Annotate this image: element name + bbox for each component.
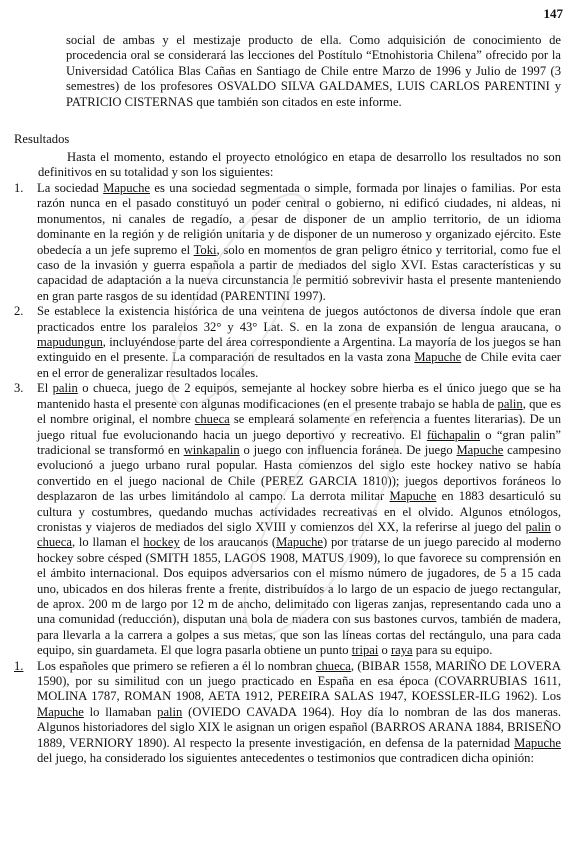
result-item-number: 3. bbox=[14, 381, 24, 396]
underlined-term: winkapalin bbox=[183, 442, 240, 457]
intro-segment: que también son citados en este informe. bbox=[193, 94, 402, 109]
underlined-term: mapudungun bbox=[37, 335, 103, 350]
intro-segment: y bbox=[549, 79, 561, 94]
result-item-number: 1. bbox=[14, 658, 24, 673]
underlined-term: palin bbox=[52, 381, 78, 396]
result-item-text: es una sociedad segmentada o simple, formada por linajes o familias. Por esta razón nunca en el pasado constituyó un poder central o gobierno, ni edificó ciudades, ni aldeas, ni monumentos, ni canales de regadío, a pesar de disponer de un amplio territorio, de un idioma dominante en la región y de religión unitaria y de disponer de un numeroso y organizado ejército. Este obedecía a un jefe supremo el bbox=[37, 181, 562, 257]
underlined-term: hockey bbox=[143, 535, 180, 550]
underlined-term: raya bbox=[390, 643, 413, 658]
intro-segment: OSVALDO SILVA GALDAMES, LUIS CARLOS PARENTINI bbox=[217, 79, 550, 94]
results-list bbox=[0, 181, 575, 766]
result-item-text: o bbox=[378, 643, 391, 658]
result-item-text: lo llamaban bbox=[83, 704, 158, 719]
result-item-text: , que es el nombre original, el nombre bbox=[37, 396, 561, 427]
intro-segment: social de ambas y el mestizaje producto de ella. Como adquisición de conocimiento de procedencia oral se considerará las lecciones del Postítulo “Etnohistoria Chilena” ofrecido por la Universidad Católica Blas Cañas en Santiago de Chile entre Marzo de 1996 y Julio de 1997 (3 semestres) de los profesores bbox=[66, 33, 561, 94]
underlined-term: Mapuche bbox=[103, 181, 150, 195]
section-heading: Resultados bbox=[14, 132, 70, 146]
underlined-term: palin bbox=[525, 519, 551, 534]
result-item bbox=[0, 181, 561, 304]
result-item-text: de Chile evita caer en el error de generalizar resultados locales. bbox=[37, 350, 561, 380]
underlined-term: Mapuche bbox=[514, 735, 561, 750]
result-item-text: Se establece la existencia histórica de una veintena de juegos autóctonos de diversa índole que eran practicados entre los paralelos 32° y 43° Lat. S. en la zona de expansión de lengua araucana, o bbox=[37, 304, 561, 334]
underlined-term: Mapuche bbox=[37, 704, 84, 719]
result-item-text: o “gran palin” tradicional se transformó en bbox=[37, 427, 561, 457]
result-item-text: ) por tratarse de un juego parecido al moderno hockey sobre césped (SMITH 1855, LAGOS 1908, MATUS 1909), lo que favorece su comprensión en el ámbito internacional. Dos equipos adversarios con el mismo número de jugadores, de 5 a 15 cada uno, ubicados en dos hileras frente a frente, distribuídos a lo largo de un espacio de juego rectangular, de aprox. 200 m de largo por 12 m de ancho, delimitado con ligeras zanjas, representando cada uno a una comunidad (reducción), disputan una bola de madera con sus bastones curvos, también de madera, para llevarla a la carrera a golpes a sus metas, que son las líneas cortas del rectángulo, una para cada equipo, sin guardameta. El que logra pasarla obtiene un punto bbox=[37, 535, 561, 658]
result-item-text: (OVIEDO CAVADA 1964). Hoy día lo nombran de las dos maneras. Algunos historiadores del siglo XIX le asignan un origen español (BARROS ARANA 1884, BRISEÑO 1889, VERNIORY 1890). Al respecto la presente investigación, en defensa de la paternidad bbox=[37, 704, 561, 750]
underlined-term: Mapuche bbox=[276, 535, 323, 550]
result-item-text: Los españoles que primero se refieren a él lo nombran bbox=[37, 658, 316, 673]
underlined-term: Mapuche bbox=[456, 442, 504, 457]
result-item-number: 1. bbox=[14, 181, 24, 195]
result-item-text: La sociedad bbox=[37, 181, 104, 195]
underlined-term: palin bbox=[497, 396, 523, 411]
result-item bbox=[0, 304, 561, 381]
result-item-text: , solo en momentos de gran peligro étnico y territorial, como fue el caso de la invasión y guerra española a partir de mediados del siglo XVI. Estas características y su capacidad de adaptación a la nueva circunstancia le permitió sobrevivir hasta el presente manteniendo en gran parte rasgos de su identidad (PARENTINI 1997). bbox=[37, 242, 561, 303]
underlined-term: tripai bbox=[351, 643, 379, 658]
result-item-text: El bbox=[37, 381, 53, 396]
result-item bbox=[0, 659, 561, 767]
result-item-text: de los araucanos ( bbox=[179, 535, 277, 550]
result-item-text: en 1883 desarticuló su cultura y costumbres, quedando muchas actividades recreativas en el olvido. Algunos etnólogos, cronistas y viajeros de mediados del siglo XVIII y comienzos del XX, la referirse al juego del bbox=[37, 489, 562, 534]
intro-segment: PATRICIO CISTERNAS bbox=[66, 94, 194, 109]
result-item-text: , incluyéndose parte del área correspondiente a Argentina. La mayoría de los juegos se han extinguido en el presente. La comparación de resultados en la vasta zona bbox=[37, 335, 561, 365]
result-item-text: o bbox=[550, 519, 561, 534]
result-item-text: del juego, ha considerado los siguientes antecedentes o testimonios que contradicen dicha opinión: bbox=[37, 751, 534, 766]
result-item-text: o chueca, juego de 2 equipos, semejante al hockey sobre hierba es el único juego que se ha mantenido hasta el presente con algunas modificaciones (en el presente trabajo se habla de bbox=[37, 381, 561, 411]
underlined-term: chueca bbox=[194, 412, 230, 427]
underlined-term: Mapuche bbox=[389, 489, 437, 504]
page-number: 147 bbox=[543, 6, 563, 21]
underlined-term: chueca bbox=[315, 658, 351, 673]
result-item-text: , (BIBAR 1558, MARIÑO DE LOVERA 1590), por su similitud con un juego practicado en España en esa época (COVARRUBIAS 1611, MOLINA 1787, ROMAN 1908, AETA 1912, PEREIRA SALAS 1947, KOESSLER-ILG 1962). Los bbox=[37, 658, 561, 704]
result-item-text: , lo llaman el bbox=[71, 535, 144, 550]
underlined-term: chueca bbox=[37, 535, 72, 550]
result-item-text: o juego con influencia foránea. De juego bbox=[239, 442, 457, 457]
lead-paragraph: Hasta el momento, estando el proyecto etnológico en etapa de desarrollo los resultados no son definitivos en su totalidad y son los siguientes: bbox=[38, 150, 561, 180]
underlined-term: Toki bbox=[193, 242, 217, 257]
intro-paragraph bbox=[66, 33, 561, 110]
result-item-text: se empleará solamente en referencia a fuentes literarias). De un juego ritual fue evolucionando hacia un juego deportivo y recreativo. El bbox=[37, 412, 561, 442]
result-item-text: para su equipo. bbox=[412, 643, 493, 658]
result-item-number: 2. bbox=[14, 304, 24, 319]
underlined-term: füchapalin bbox=[426, 427, 480, 442]
result-item-text: campesino evolucionó a juego urbano rural popular. Hasta comienzos del siglo este hockey nativo se había convertido en el juego nacional de Chile (PEREZ GARCIA 1810)); juegos deportivos foráneos lo desplazaron de las urbes limitándolo al campo. La derrota militar bbox=[37, 442, 562, 504]
underlined-term: Mapuche bbox=[414, 350, 462, 365]
result-item bbox=[0, 381, 561, 658]
underlined-term: palin bbox=[157, 704, 183, 719]
